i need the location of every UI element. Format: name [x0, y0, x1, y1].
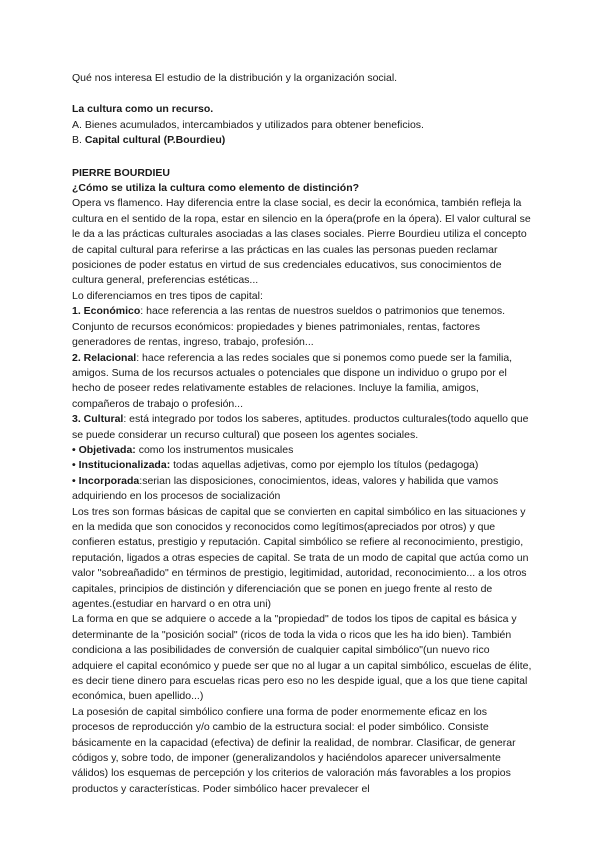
cultura-section — [72, 102, 532, 148]
bourdieu-question: ¿Cómo se utiliza la cultura como elemento de distinción? — [72, 182, 360, 195]
bullet-institucionalizada: • Institucionalizada: todas aquellas adjetivas, como por ejemplo los títulos (pedagoga) — [72, 459, 479, 472]
types-intro: Lo diferenciamos en tres tipos de capital: — [72, 289, 263, 302]
bullet-incorporada: • Incorporada:serian las disposiciones, conocimientos, ideas, valores y habilida que vamos adquiriendo en los procesos de socialización — [72, 474, 499, 503]
document-body — [72, 71, 532, 797]
bourdieu-section — [72, 166, 532, 798]
cultura-item-a: A. Bienes acumulados, intercambiados y utilizados para obtener beneficios. — [72, 118, 424, 131]
capital-economico: 1. Económico: hace referencia a las rentas de nuestros sueldos o patrimonios que tenemos. Conjunto de recursos económicos: propiedades y bienes patrimoniales, rentas, factores generadores de rentas, ingreso, trabajo, profesión... — [72, 305, 506, 349]
paragraph-capital-simbolico: Los tres son formas básicas de capital que se convierten en capital simbólico en las situaciones y en la medida que son conocidos y reconocidos como legítimos(apreciados por otros) y que confieren estatus, prestigio y reputación. Capital simbólico se refiere al reconocimiento, prestigio, reputación, ligados a otras especies de capital. Se trata de un modo de capital que actúa como un valor "sobreañadido" en términos de prestigio, legitimidad, autoridad, reconocimiento... a los otros capitales, principios de distinción y diferenciación que se ponen en juego frente al resto de agentes.(estudiar en harvard o en otra uni) — [72, 505, 529, 610]
capital-relacional: 2. Relacional: hace referencia a las redes sociales que si ponemos como puede ser la familia, amigos. Suma de los recursos actuales o potenciales que dispone un individuo o grupo por el hecho de poseer redes relativamente estables de relaciones. Incluye la familia, amigos, compañeros de trabajo o profesión... — [72, 351, 513, 410]
capital-cultural: 3. Cultural: está integrado por todos los saberes, aptitudes. productos culturales(todo aquello que se puede considerar un recurso cultural) que poseen los agentes sociales. — [72, 413, 529, 441]
bullet-objetivada: • Objetivada: como los instrumentos musicales — [72, 443, 294, 456]
bourdieu-heading: PIERRE BOURDIEU — [72, 166, 171, 179]
cultura-item-b: B. Capital cultural (P.Bourdieu) — [72, 134, 226, 147]
paragraph-propiedad: La forma en que se adquiere o accede a la "propiedad" de todos los tipos de capital es básica y determinante de la "posición social" (ricos de toda la vida o ricos que les ha ido bien). También condiciona a las posibilidades de conversión de cualquier capital simbólico"(un nuevo rico adquiere el capital económico y puede ser que no al lugar a un capital simbólico, escuelas de élite, es decir tiene dinero para escuelas ricas pero eso no les despide igual, que a los que tiene capital económica, buen apellido...) — [72, 613, 532, 703]
paragraph-opera: Opera vs flamenco. Hay diferencia entre la clase social, es decir la económica, también refleja la cultura en el sentido de la ropa, estar en silencio en la ópera(profe en la ópera). El valor cultural se le da a las prácticas culturales asociadas a las clases sociales. Pierre Bourdieu utiliza el concepto de capital cultural para referirse a las prácticas en las cuales las personas pueden reclamar posiciones de poder estatus en virtud de sus credenciales educativos, sus conocimientos de cultura general, preferencias estéticas... — [72, 197, 531, 287]
paragraph-poder-simbolico: La posesión de capital simbólico confiere una forma de poder enormemente eficaz en los procesos de reproducción y/o cambio de la estructura social: el poder simbólico. Consiste básicamente en la capacidad (efectiva) de definir la realidad, de nombrar. Clasificar, de generar códigos y, sobre todo, de imponer (generalizandolos y haciéndolos aparecer universalmente válidos) los esquemas de percepción y los criterios de valoración más favorables a los propios productos y características. Poder simbólico hacer prevalecer el — [72, 705, 516, 795]
intro-line: Qué nos interesa El estudio de la distribución y la organización social. — [72, 72, 398, 84]
cultura-heading: La cultura como un recurso. — [72, 103, 214, 116]
